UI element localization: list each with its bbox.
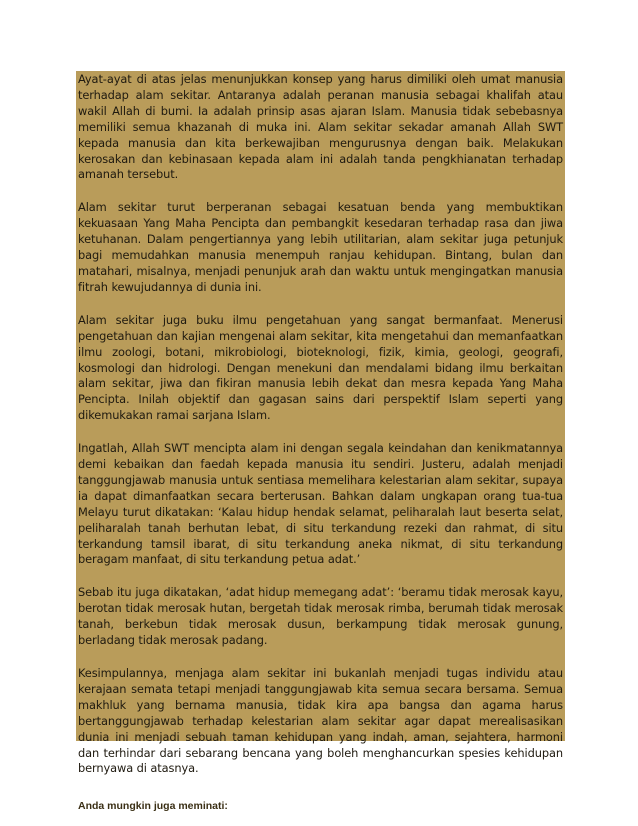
paragraph-4: Ingatlah, Allah SWT mencipta alam ini dengan segala keindahan dan kenikmatannya demi kebaikan dan faedah kepada manusia itu sendiri. Justeru, adalah menjadi tanggungjawab manusia untuk sentiasa memelihara kelestarian alam sekitar, supaya ia dapat dimanfaatkan secara berterusan. Bahkan dalam ungkapan orang tua-tua Melayu turut dikatakan: ‘Kalau hidup hendak selamat, peliharalah laut beserta selat, peliharalah tanah berhutan lebat, di situ terkandung rezeki dan rahmat, di situ terkandung tamsil ibarat, di situ terkandung aneka nikmat, di situ terkandung beragam manfaat, di situ terkandung petua adat.’ <box>78 441 563 567</box>
article-text-block <box>76 71 565 813</box>
related-articles-label: Anda mungkin juga meminati: <box>78 800 228 813</box>
paragraph-1: Ayat-ayat di atas jelas menunjukkan konsep yang harus dimiliki oleh umat manusia terhadap alam sekitar. Antaranya adalah peranan manusia sebagai khalifah atau wakil Allah di bumi. Ia adalah prinsip asas ajaran Islam. Manusia tidak sebebasnya memiliki semua khazanah di muka ini. Alam sekitar sekadar amanah Allah SWT kepada manusia dan kita berkewajiban mengurusnya dengan baik. Melakukan kerosakan dan kebinasaan kepada alam ini adalah tanda pengkhianatan terhadap amanah tersebut. <box>78 72 563 182</box>
paragraph-2: Alam sekitar turut berperanan sebagai kesatuan benda yang membuktikan kekuasaan Yang Maha Pencipta dan pembangkit kesedaran terhadap rasa dan jiwa ketuhanan. Dalam pengertiannya yang lebih utilitarian, alam sekitar juga petunjuk bagi memudahkan manusia menempuh ranjau kehidupan. Bintang, bulan dan matahari, misalnya, menjadi penunjuk arah dan waktu untuk mengingatkan manusia fitrah kewujudannya di dunia ini. <box>78 200 563 294</box>
paragraph-5: Sebab itu juga dikatakan, ‘adat hidup memegang adat’: ‘beramu tidak merosak kayu, berotan tidak merosak hutan, bergetah tidak merosak rimba, berumah tidak merosak tanah, berkebun tidak merosak dusun, berkampung tidak merosak gunung, berladang tidak merosak padang. <box>78 585 563 648</box>
paragraph-3: Alam sekitar juga buku ilmu pengetahuan yang sangat bermanfaat. Menerusi pengetahuan dan kajian mengenai alam sekitar, kita mengetahui dan memanfaatkan ilmu zoologi, botani, mikrobiologi, bioteknologi, fizik, kimia, geologi, geografi, kosmologi dan hidrologi. Dengan menekuni dan mendalami bidang ilmu berkaitan alam sekitar, jiwa dan fikiran manusia lebih dekat dan mesra kepada Yang Maha Pencipta. Inilah objektif dan gagasan sains dari perspektif Islam seperti yang dikemukakan ramai sarjana Islam. <box>78 312 563 423</box>
paragraph-6: Kesimpulannya, menjaga alam sekitar ini bukanlah menjadi tugas individu atau kerajaan semata tetapi menjadi tanggungjawab kita semua secara bersama. Semua makhluk yang bernama manusia, tidak kira apa bangsa dan agama harus bertanggungjawab terhadap kelestarian alam sekitar agar dapat merealisasikan dunia ini menjadi sebuah taman kehidupan yang indah, aman, sejahtera, harmoni dan terhindar dari sebarang bencana yang boleh menghancurkan spesies kehidupan bernyawa di atasnya. <box>78 666 563 776</box>
